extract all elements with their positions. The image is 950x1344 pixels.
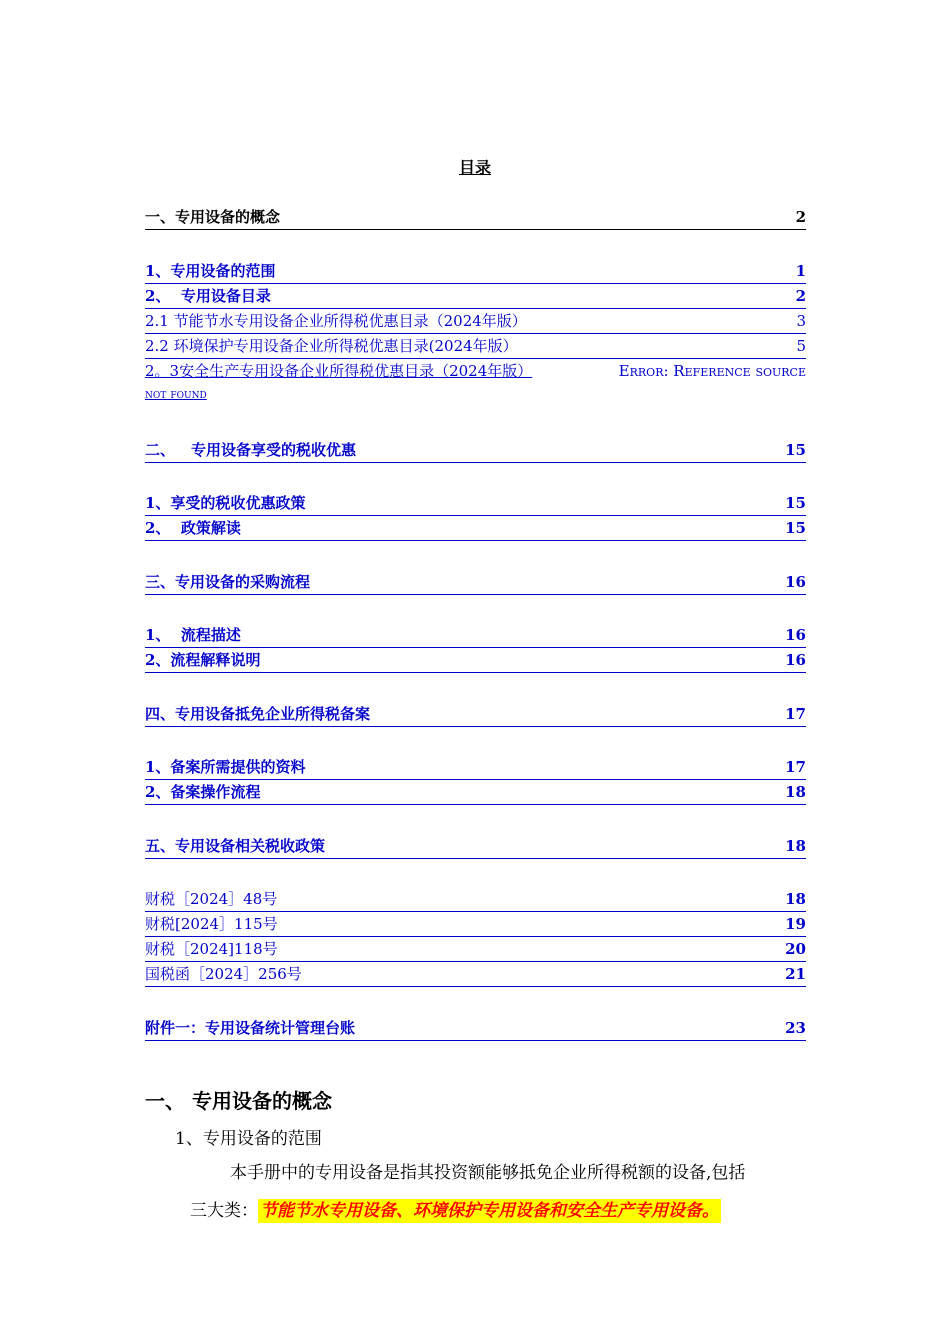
toc-entry-1-2[interactable]: 2、 专用设备目录 2 [145,286,806,309]
toc-title: 目录 [458,158,491,177]
toc-entry-1-1[interactable]: 1、专用设备的范围 1 [145,261,806,284]
toc-entry-5-2[interactable]: 财税[2024］115号 19 [145,914,806,937]
toc-entry-5-3[interactable]: 财税［2024]118号 20 [145,939,806,962]
highlighted-text: 节能节水专用设备、环境保护专用设备和安全生产专用设备。 [260,1201,719,1221]
toc-entry-4-2[interactable]: 2、备案操作流程 18 [145,782,806,805]
toc-entry-5-1[interactable]: 财税［2024］48号 18 [145,889,806,912]
toc-entry-chapter-4[interactable]: 四、专用设备抵免企业所得税备案 17 [145,704,806,727]
reference-error-text-cont: not found [145,387,207,402]
subsection-heading: 1、专用设备的范围 [175,1129,322,1149]
toc-entry-2-1[interactable]: 2.1 节能节水专用设备企业所得税优惠目录（2024年版） 3 [145,311,806,334]
toc-entry-5-4[interactable]: 国税函［2024］256号 21 [145,964,806,987]
toc-entry-2-2[interactable]: 2.2 环境保护专用设备企业所得税优惠目录(2024年版） 5 [145,336,806,359]
toc-entry-2-interpret[interactable]: 2、 政策解读 15 [145,518,806,541]
toc-entry-chapter-5[interactable]: 五、专用设备相关税收政策 18 [145,836,806,859]
reference-error-text: Error: Reference source [618,362,806,380]
toc-entry-2-policy[interactable]: 1、享受的税收优惠政策 15 [145,493,806,516]
body-paragraph-line-2 [190,1196,721,1221]
toc-entry-4-1[interactable]: 1、备案所需提供的资料 17 [145,757,806,780]
toc-entry-chapter-2[interactable]: 二、 专用设备享受的税收优惠 15 [145,440,806,463]
section-heading: 一、 专用设备的概念 [145,1089,332,1113]
paragraph-prefix: 三大类： [190,1201,258,1221]
toc-entry-chapter-3[interactable]: 三、专用设备的采购流程 16 [145,572,806,595]
toc-entry-3-2[interactable]: 2、流程解释说明 16 [145,650,806,673]
toc-entry-chapter-1[interactable]: 一、专用设备的概念 2 [145,207,806,230]
toc-entry-3-1[interactable]: 1、 流程描述 16 [145,625,806,648]
body-paragraph-line-1: 本手册中的专用设备是指其投资额能够抵免企业所得税额的设备,包括 [230,1163,746,1183]
toc-entry-appendix-1[interactable]: 附件一：专用设备统计管理台账 23 [145,1018,806,1041]
